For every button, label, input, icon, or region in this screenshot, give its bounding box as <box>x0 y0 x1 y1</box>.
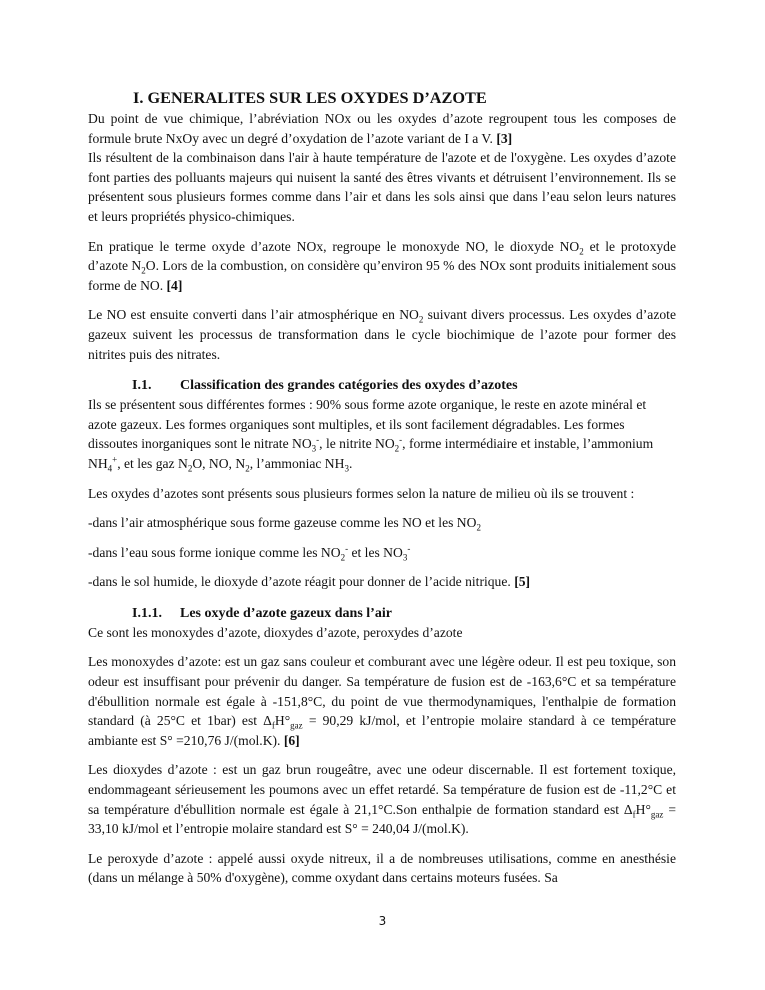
paragraph-monoxide: Les monoxydes d’azote: est un gaz sans couleur et comburant avec une légère odeur. Il est peu toxique, son odeur est insuffisant pour prévenir du danger. Sa température de fusion est de -163,6°C et sa température d'ébullition normale est égale à -151,8°C, du point de vue thermodynamiques, l'enthalpie de formation standard (à 25°C et 1bar) est $\Delta_fH^\circ_{gaz} = 90,29$ kJ/mol, et l’entropie molaire standard à ce température ambiante est S° =210,76 J/(mol.K). [6] <box>88 654 676 748</box>
section-heading-1-1: I.1. Classification des grandes catégories des oxydes d’azotes <box>132 378 518 394</box>
citation-4: [4] <box>166 277 183 293</box>
section-heading-1: I. GENERALITES SUR LES OXYDES D’AZOTE <box>133 88 487 107</box>
paragraph-no-conversion: Le NO est ensuite converti dans l’air atmosphérique en $NO_2$ suivant divers processus. Les oxydes d’azote gazeux suivent les processus de transformation dans le cycle biochimique de l’azote pour former des nitrites puis des nitrates. <box>88 307 676 362</box>
paragraph-intro: Du point de vue chimique, l’abréviation NOx ou les oxydes d’azote regroupent tous les composes de formule brute NxOy avec un degré d’oxydation de l’azote variant de I a V. [3] Ils résultent de la combinaison dans l'air à haute température de l'azote et de l'oxygène. Les oxydes d’azote font parties des polluants majeurs qui nuisent la santé des êtres vivants et détruisent l’environnement. Ils se présentent sous plusieurs formes comme dans l’air et dans les sols ainsi que dans l’eau selon leurs natures et leurs propriétés physico-chimiques. <box>88 111 676 224</box>
citation-5: [5] <box>514 574 531 590</box>
paragraph-peroxide: Le peroxyde d’azote : appelé aussi oxyde nitreux, il a de nombreuses utilisations, comme en anesthésie (dans un mélange à 50% d'oxygène), comme oxydant dans certains moteurs fusées. Sa <box>88 850 676 886</box>
paragraph-presence: Les oxydes d’azotes sont présents sous plusieurs formes selon la nature de milieu où ils se trouvent : <box>88 485 635 501</box>
list-item-water: -dans l’eau sous forme ionique comme les $NO_2^-$ et les $NO_3^-$ <box>88 543 411 563</box>
page-content <box>88 87 676 888</box>
list-item-air: -dans l’air atmosphérique sous forme gazeuse comme les NO et les $NO_2$ <box>88 515 481 533</box>
page-number: 3 <box>378 914 387 928</box>
citation-3: [3] <box>496 130 513 146</box>
section-heading-1-1-1: I.1.1. Les oxyde d’azote gazeux dans l’air <box>132 605 392 621</box>
citation-6: [6] <box>283 732 300 748</box>
paragraph-dioxide: Les dioxydes d’azote : est un gaz brun rougeâtre, avec une odeur discernable. Il est fortement toxique, endommageant sérieusement les poumons avec un effet retardé. Sa température de fusion est de -11,2°C et sa température d'ébullition normale est égale à 21,1°C.Son enthalpie de formation standard est $\Delta_fH^\circ_{gaz} = 33,10$ kJ/mol et l’entropie molaire standard est S° = 240,04 J/(mol.K). <box>88 762 676 837</box>
paragraph-nox-definition: En pratique le terme oxyde d’azote NOx, regroupe le monoxyde NO, le dioxyde $NO_2$ et le protoxyde d’azote $N_2O$. Lors de la combustion, on considère qu’environ 95 % des NOx sont produits initialement sous forme de NO. [4] <box>88 238 676 293</box>
list-item-soil: -dans le sol humide, le dioxyde d’azote réagit pour donner de l’acide nitrique. [5] <box>88 574 531 590</box>
paragraph-forms: Ils se présentent sous différentes formes : 90% sous forme azote organique, le reste en azote minéral et azote gazeux. Les formes organiques sont multiples, et ils sont facilement dégradables. Les formes dissoutes inorganiques sont le nitrate $NO_3^-$, le nitrite $NO_2^-$, forme intermédiaire et instable, l’ammonium $NH_4^+$, et les gaz $N_2O$, NO, $N_2$, l’ammoniac $NH_3$. <box>88 397 654 474</box>
paragraph-gaseous-intro: Ce sont les monoxydes d’azote, dioxydes d’azote, peroxydes d’azote <box>88 624 463 640</box>
